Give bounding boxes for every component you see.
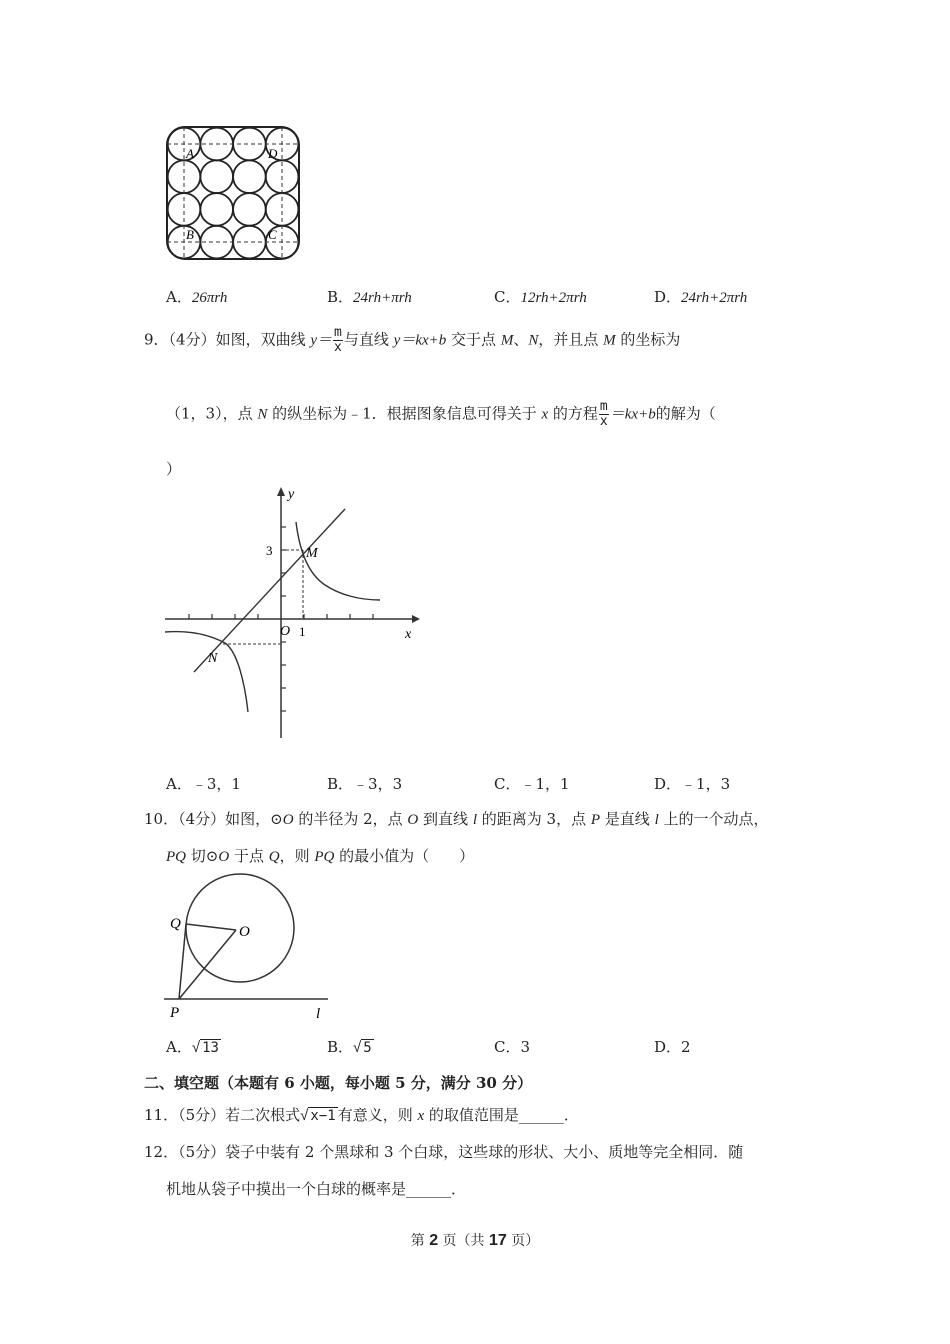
q8-option-b[interactable]: B．24rh+πrh (327, 288, 412, 306)
page-footer: 第 2 页（共 17 页） (410, 1232, 540, 1249)
q8-option-c[interactable]: C．12rh+2πrh (494, 288, 587, 306)
q10-line-2: PQ 切⊙O 于点 Q，则 PQ 的最小值为（ ） (166, 847, 475, 865)
q9-option-d[interactable]: D．﹣1，3 (654, 775, 731, 793)
q11-radical: √ x−1 (300, 1107, 336, 1124)
q9-x-arrow (412, 615, 420, 623)
q8-figure (160, 120, 310, 265)
q9-line-kxb (194, 509, 345, 672)
sqrt-5: √ 5 (353, 1039, 372, 1056)
q9-option-c[interactable]: C．﹣1，1 (494, 775, 570, 793)
q10-option-a[interactable]: A．√ 13 (166, 1038, 219, 1056)
q9-option-a[interactable]: A．﹣3，1 (166, 775, 241, 793)
q9-label-1: 1 (299, 624, 306, 639)
q10-label-o: O (239, 924, 250, 940)
q9-line-1: 9．（4分）如图，双曲线 y＝ $\frac{m}{x}$ 与直线 y＝kx+b 交于点 M、N，并且点 M 的坐标为 (144, 325, 681, 355)
q11-line: 11．（5分）若二次根式√ x−1 有意义，则 x 的取值范围是______． (144, 1106, 579, 1124)
q12-line-1: 12．（5分）袋子中装有 2 个黑球和 3 个白球，这些球的形状、大小、质地等完全相同．随 (144, 1143, 744, 1161)
q8-label-d: D (268, 146, 278, 161)
q8-option-d[interactable]: D．24rh+2πrh (654, 288, 748, 306)
q9-y-arrow (277, 487, 285, 496)
q9-graph (160, 480, 425, 745)
q10-label-l: l (316, 1006, 321, 1022)
q8-label-c: C (268, 227, 277, 242)
q9-label-3: 3 (266, 543, 273, 558)
q9-fraction: $\frac{m}{x}$ (334, 325, 342, 355)
q8-label-a: A (186, 146, 194, 161)
q8-circle (200, 160, 233, 193)
q9-label-y: y (288, 487, 295, 502)
q10-label-p: P (170, 1005, 180, 1021)
q9-label-n: N (208, 651, 218, 666)
q9-label-x: x (405, 627, 412, 642)
q10-segment-qo (186, 924, 236, 930)
q10-option-d[interactable]: D．2 (654, 1038, 691, 1056)
q8-circle (233, 160, 266, 193)
q8-label-b: B (186, 227, 194, 242)
q9-option-b[interactable]: B．﹣3，3 (327, 775, 403, 793)
section-2-heading: 二、填空题（本题有 6 小题，每小题 5 分，满分 30 分） (144, 1074, 533, 1092)
q9-hyperbola-upper (296, 522, 380, 600)
q9-label-m: M (306, 546, 318, 561)
q8-option-a[interactable]: A．26πrh (166, 288, 228, 306)
sqrt-13: √ 13 (191, 1039, 219, 1056)
q9-equation-fraction: $\frac{m}{x}$ (599, 399, 608, 429)
q10-figure (160, 870, 340, 1025)
q10-option-b[interactable]: B．√ 5 (327, 1038, 372, 1056)
q10-label-q: Q (170, 916, 181, 932)
q9-label-o: O (280, 624, 291, 639)
q10-option-c[interactable]: C．3 (494, 1038, 531, 1056)
q10-segment-pq (179, 924, 186, 999)
q9-line-2: （1，3），点 N 的纵坐标为﹣1．根据图象信息可得关于 x 的方程 $\frac{m}{x}$ ＝kx+b的解为（ (166, 399, 716, 429)
q10-line-1: 10．（4分）如图，⊙O 的半径为 2，点 O 到直线 l 的距离为 3，点 P 是直线 l 上的一个动点， (144, 810, 769, 828)
q8-circle (200, 193, 233, 226)
q8-circle (233, 193, 266, 226)
q12-line-2: 机地从袋子中摸出一个白球的概率是______． (166, 1180, 467, 1198)
q9-line-3: ） (166, 460, 182, 478)
